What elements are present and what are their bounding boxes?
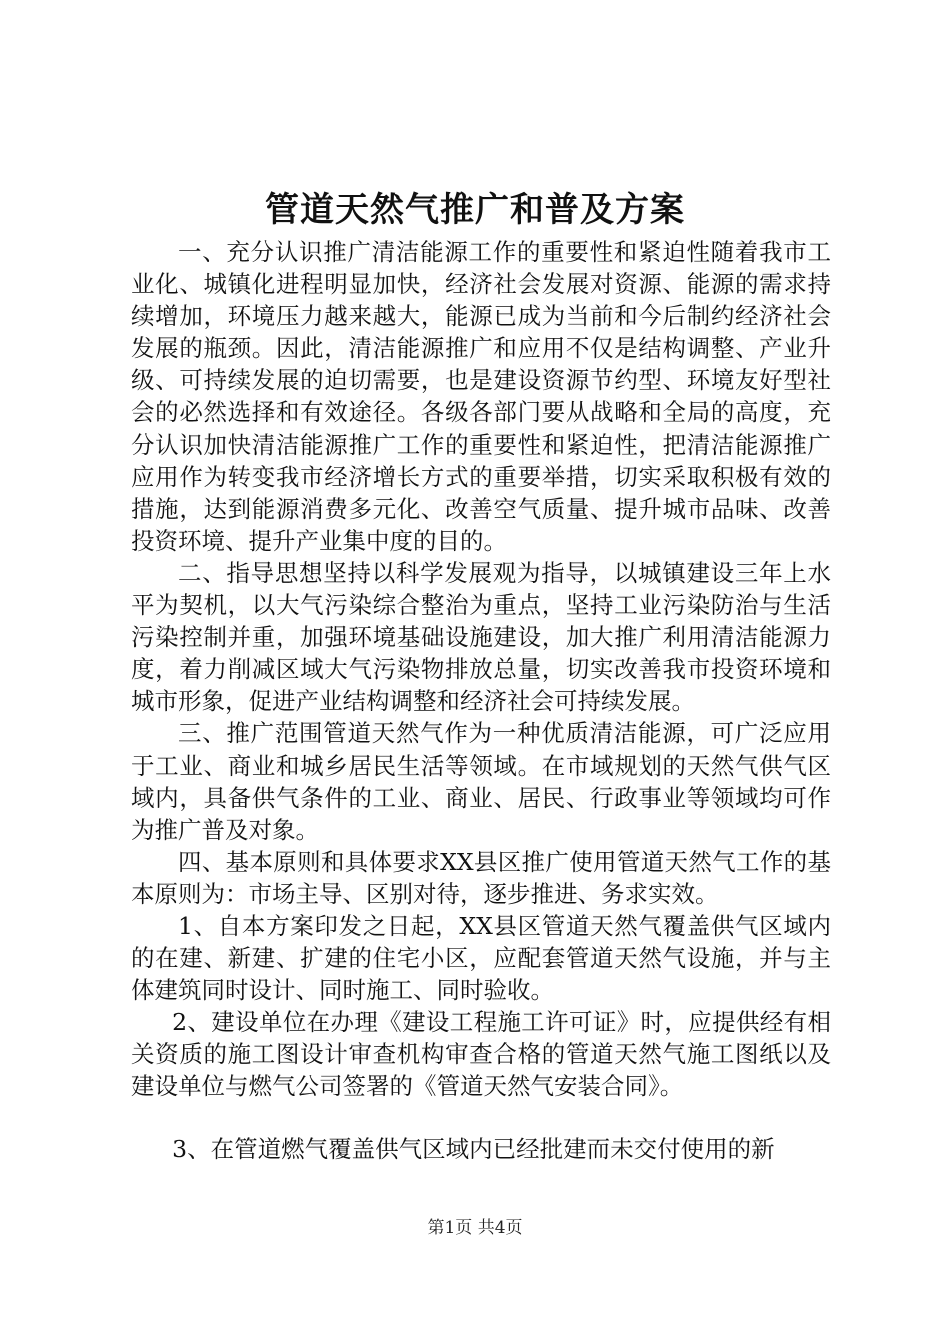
paragraph-4: 四、基本原则和具体要求XX县区推广使用管道天然气工作的基本原则为：市场主导、区别对待，逐步推进、务求实效。 (131, 847, 831, 908)
paragraph-1: 一、充分认识推广清洁能源工作的重要性和紧迫性随着我市工业化、城镇化进程明显加快，经济社会发展对资源、能源的需求持续增加，环境压力越来越大，能源已成为当前和今后制约经济社会发展的瓶颈。因此，清洁能源推广和应用不仅是结构调整、产业升级、可持续发展的迫切需要，也是建设资源节约型、环境友好型社会的必然选择和有效途径。各级各部门要从战略和全局的高度，充分认识加快清洁能源推广工作的重要性和紧迫性，把清洁能源推广应用作为转变我市经济增长方式的重要举措，切实采取积极有效的措施，达到能源消费多元化、改善空气质量、提升城市品味、改善投资环境、提升产业集中度的目的。 (131, 238, 831, 555)
page-footer: 第1页 共4页 (427, 1218, 523, 1238)
paragraph-item-2: 2、建设单位在办理《建设工程施工许可证》时，应提供经有相关资质的施工图设计审查机构审查合格的管道天然气施工图纸以及建设单位与燃气公司签署的《管道天然气安装合同》。 (131, 1008, 831, 1101)
document-body (131, 236, 831, 1165)
paragraph-2: 二、指导思想坚持以科学发展观为指导，以城镇建设三年上水平为契机，以大气污染综合整治为重点，坚持工业污染防治与生活污染控制并重，加强环境基础设施建设，加大推广利用清洁能源力度，着力削减区域大气污染物排放总量，切实改善我市投资环境和城市形象，促进产业结构调整和经济社会可持续发展。 (131, 558, 831, 716)
paragraph-3: 三、推广范围管道天然气作为一种优质清洁能源，可广泛应用于工业、商业和城乡居民生活等领域。在市域规划的天然气供气区域内，具备供气条件的工业、商业、居民、行政事业等领域均可作为推广普及对象。 (131, 719, 831, 844)
document-title: 管道天然气推广和普及方案 (265, 190, 685, 230)
paragraph-item-3: 3、在管道燃气覆盖供气区域内已经批建而未交付使用的新 (172, 1134, 775, 1163)
paragraph-item-1: 1、自本方案印发之日起，XX县区管道天然气覆盖供气区域内的在建、新建、扩建的住宅小区，应配套管道天然气设施，并与主体建筑同时设计、同时施工、同时验收。 (131, 911, 831, 1005)
